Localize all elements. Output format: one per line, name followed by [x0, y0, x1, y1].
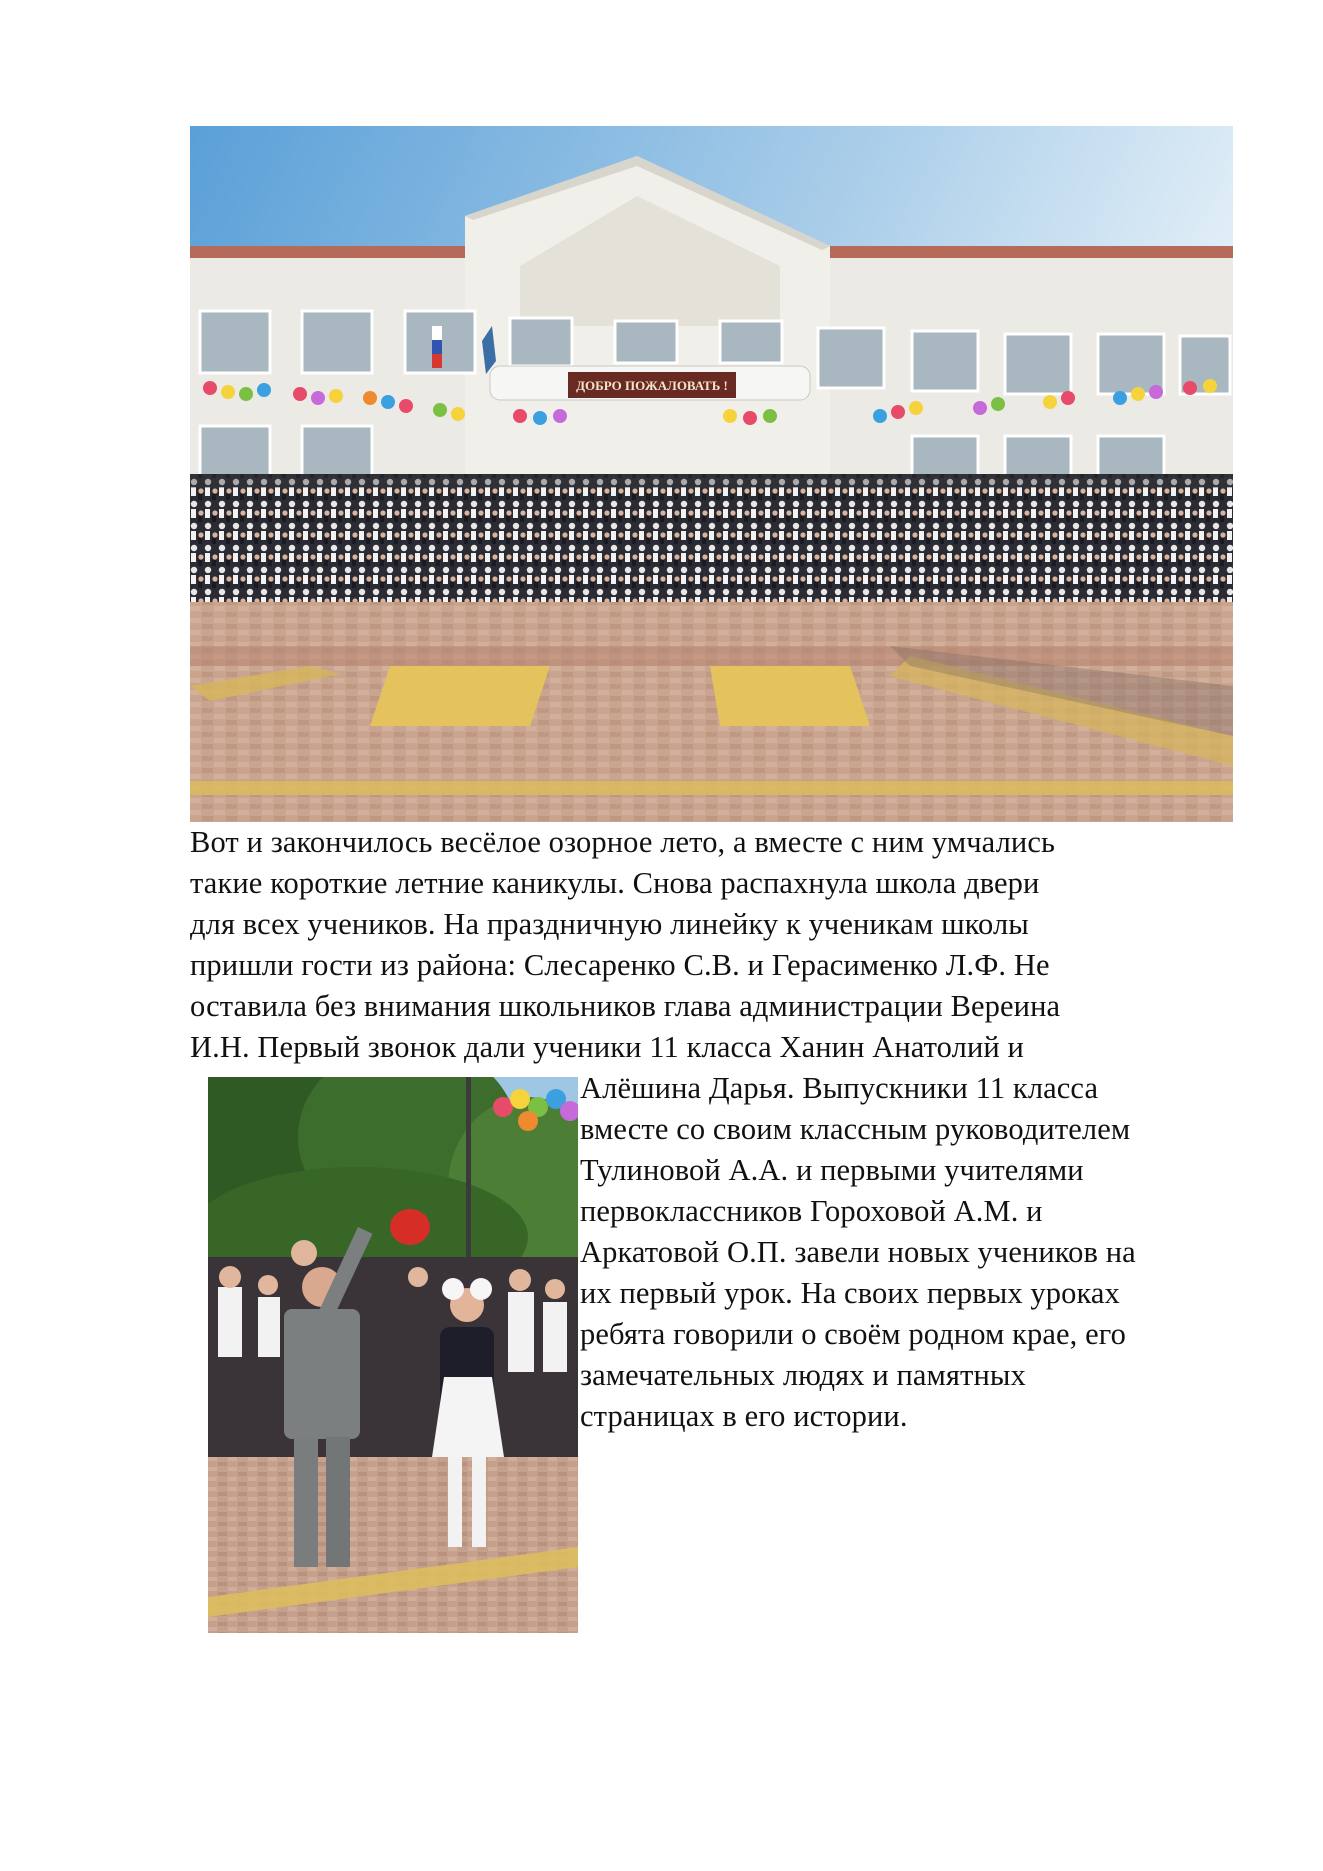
article-line: И.Н. Первый звонок дали ученики 11 класса Ханин Анатолий и	[190, 1030, 1024, 1064]
article-line: пришли гости из района: Слесаренко С.В. и Герасименко Л.Ф. Не	[190, 948, 1050, 982]
article-wrap-line: Алёшина Дарья. Выпускники 11 класса	[580, 1071, 1099, 1105]
article-wrap-line: страницах в его истории.	[580, 1399, 908, 1433]
school-photo	[190, 126, 1233, 822]
welcome-banner-text: ДОБРО ПОЖАЛОВАТЬ !	[576, 378, 728, 393]
graduates-photo	[208, 1077, 578, 1633]
article-wrap-line: Аркатовой О.П. завели новых учеников на	[580, 1235, 1136, 1269]
article-wrap-line: Тулиновой А.А. и первыми учителями	[580, 1153, 1084, 1187]
article-line: для всех учеников. На праздничную линейку к ученикам школы	[190, 907, 1029, 941]
article-wrap-line: первоклассников Гороховой А.М. и	[580, 1194, 1043, 1228]
article-line: оставила без внимания школьников глава администрации Вереина	[190, 989, 1061, 1023]
article-wrap-line: вместе со своим классным руководителем	[580, 1112, 1131, 1146]
article-wrap-line: ребята говорили о своём родном крае, его	[580, 1317, 1126, 1351]
article-wrap-line: замечательных людях и памятных	[580, 1358, 1026, 1392]
article-wrap-line: их первый урок. На своих первых уроках	[580, 1276, 1120, 1310]
graduates-photo-illustration	[208, 1077, 578, 1633]
article-line: такие короткие летние каникулы. Снова распахнула школа двери	[190, 866, 1040, 900]
article-line: Вот и закончилось весёлое озорное лето, а вместе с ним умчались	[190, 825, 1055, 859]
school-photo-illustration	[190, 126, 1233, 822]
